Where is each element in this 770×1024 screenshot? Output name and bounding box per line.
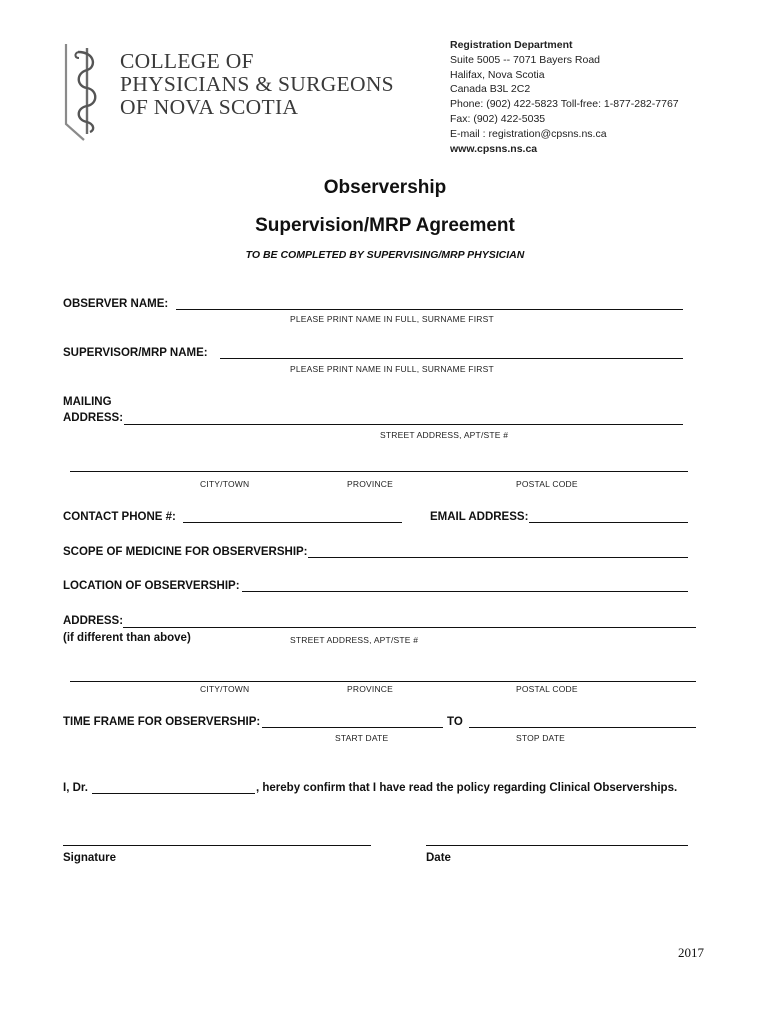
scope-field[interactable] (308, 557, 688, 558)
logo-line-2: PHYSICIANS & SURGEONS (120, 72, 394, 96)
address-line-1: Suite 5005 -- 7071 Bayers Road (450, 53, 601, 66)
observership-province-caption: PROVINCE (347, 684, 393, 694)
email: E-mail : registration@cpsns.ns.ca (450, 127, 607, 140)
caduceus-icon (62, 42, 108, 142)
observership-postal-caption: POSTAL CODE (516, 684, 578, 694)
start-date-field[interactable] (262, 727, 443, 728)
confirm-prefix: I, Dr. (63, 782, 88, 794)
observership-street-caption: STREET ADDRESS, APT/STE # (290, 635, 419, 645)
date-label: Date (426, 852, 451, 864)
footer-year: 2017 (678, 945, 704, 960)
to-label: TO (447, 716, 463, 728)
contact-phone-label: CONTACT PHONE #: (63, 511, 176, 523)
page-title: Observership (323, 177, 447, 198)
address-line-2: Halifax, Nova Scotia (450, 68, 545, 81)
stop-date-field[interactable] (469, 727, 696, 728)
mailing-street-field[interactable] (124, 424, 683, 425)
date-field[interactable] (426, 845, 688, 846)
doctor-name-field[interactable] (92, 793, 255, 794)
logo-line-1: COLLEGE OF (120, 49, 254, 73)
mailing-label: MAILING (63, 396, 112, 408)
timeframe-label: TIME FRAME FOR OBSERVERSHIP: (63, 716, 261, 728)
signature-label: Signature (63, 852, 117, 864)
website: www.cpsns.ns.ca (450, 142, 538, 155)
fax: Fax: (902) 422-5035 (450, 112, 546, 125)
observer-name-caption: PLEASE PRINT NAME IN FULL, SURNAME FIRST (290, 314, 494, 324)
observership-city-field[interactable] (70, 681, 696, 682)
scope-label: SCOPE OF MEDICINE FOR OBSERVERSHIP: (63, 546, 308, 558)
location-field[interactable] (242, 591, 688, 592)
observership-street-field[interactable] (123, 627, 696, 628)
stop-date-caption: STOP DATE (516, 733, 566, 743)
observership-city-caption: CITY/TOWN (200, 684, 250, 694)
email-field[interactable] (529, 522, 688, 523)
observer-name-label: OBSERVER NAME: (63, 298, 169, 310)
contact-block (450, 38, 679, 156)
instruction-text: TO BE COMPLETED BY SUPERVISING/MRP PHYSICIAN (245, 249, 525, 261)
start-date-caption: START DATE (335, 733, 389, 743)
supervisor-name-field[interactable] (220, 358, 683, 359)
mailing-city-caption: CITY/TOWN (200, 479, 250, 489)
address-label: ADDRESS: (63, 615, 124, 627)
mailing-postal-caption: POSTAL CODE (516, 479, 578, 489)
department: Registration Department (450, 39, 573, 51)
supervisor-name-label: SUPERVISOR/MRP NAME: (63, 347, 208, 359)
mailing-province-caption: PROVINCE (347, 479, 393, 489)
mailing-street-caption: STREET ADDRESS, APT/STE # (380, 430, 509, 440)
page-subtitle-title: Supervision/MRP Agreement (255, 215, 515, 236)
address-line-3: Canada B3L 2C2 (450, 83, 531, 96)
contact-phone-field[interactable] (183, 522, 402, 523)
email-label: EMAIL ADDRESS: (430, 511, 529, 523)
logo-line-3: OF NOVA SCOTIA (120, 95, 299, 119)
address-note: (if different than above) (63, 632, 191, 644)
confirm-statement: , hereby confirm that I have read the policy regarding Clinical Observerships. (256, 782, 678, 794)
logo (62, 42, 422, 142)
phone: Phone: (902) 422-5823 Toll-free: 1-877-282-7767 (450, 98, 679, 111)
signature-field[interactable] (63, 845, 371, 846)
location-label: LOCATION OF OBSERVERSHIP: (63, 580, 240, 592)
supervisor-name-caption: PLEASE PRINT NAME IN FULL, SURNAME FIRST (290, 364, 494, 374)
mailing-city-field[interactable] (70, 471, 688, 472)
observer-name-field[interactable] (176, 309, 683, 310)
mailing-address-label: ADDRESS: (63, 412, 124, 424)
